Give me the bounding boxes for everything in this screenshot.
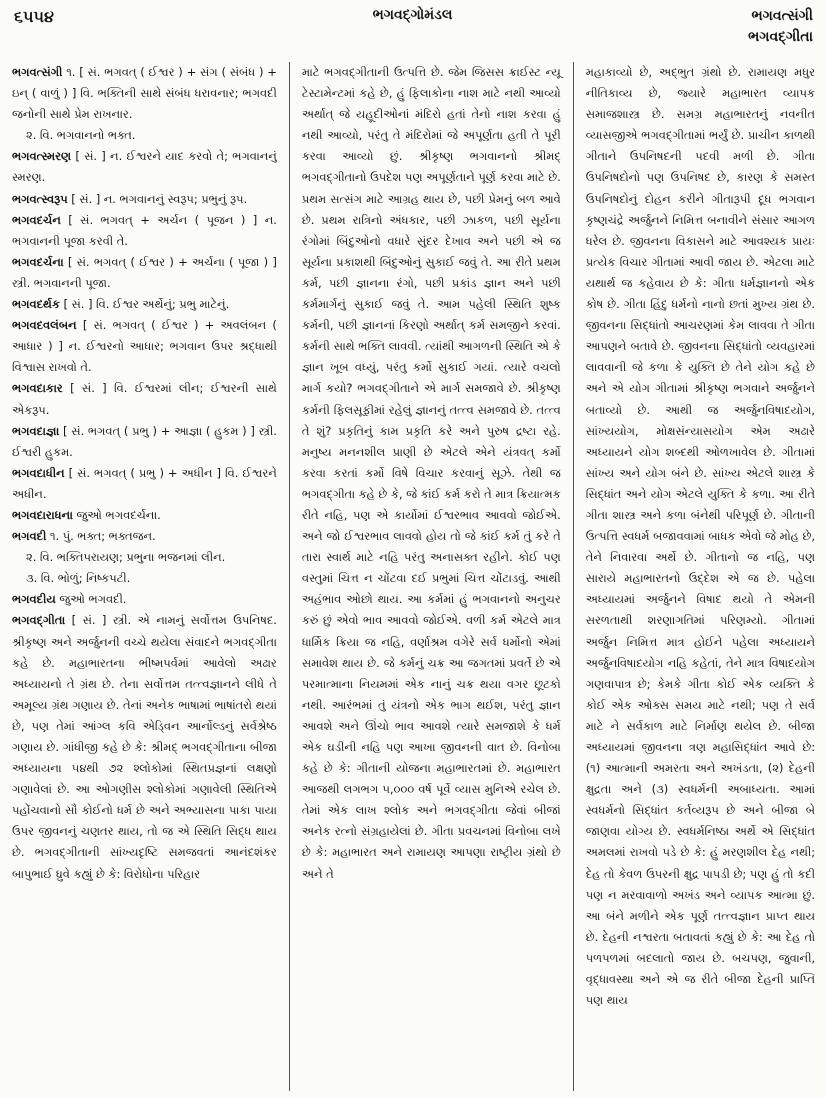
entry-definition: [ સં. ] સ્ત્રી. એ નામનું સર્વોત્તમ ઉપનિષદ. શ્રીકૃષ્ણ અને અર્જુનની વચ્ચે થયેલા સંવાદને ભગવદ્ગીતા કહે છે. મહાભારતના ભીષ્મપર્વમાં આવેલો અઢાર અધ્યાયનો તે ગ્રંથ છે. તેના સર્વોત્તમ તત્ત્વજ્ઞાનને લીધે તે અમૂલ્ય ગ્રંથ ગણાય છે. તેનાં અનેક ભાષામાં ભાષાંતરો થયાં છે, પણ તેમાં આંગ્લ કવિ એડ્વિન આર્નોલ્ડનું સર્વશ્રેષ્ઠ ગણાય છે. ગાંધીજી કહે છે કે: શ્રીમદ્ ભગવદ્ગીતાના બીજા અધ્યાયના ૫૪થી ૭૨ શ્લોકોમાં સ્થિતપ્રજ્ઞનાં લક્ષણો ગણાવેલાં છે. આ ઓગણીસ શ્લોકોમાં ગણાવેલી સ્થિતિએ પહોંચવાનો સૌ કોઈનો ધર્મ છે અને અભ્યાસના પાકા પાયા ઉપર જીવનનું ચણતર થાય, તો જ એ સ્થિતિ સિદ્ધ થાય છે. ભગવદ્ગીતાની સાંખ્યદૃષ્ટિ સમજવતાં આનંદશંકર બાપુભાઈ ધ્રુવે કહ્યું છે કે: વિરોધોના પરિહાર	[12, 613, 277, 881]
entry-headword: ભગવત્સંગી	[12, 65, 63, 79]
dictionary-entry	[12, 62, 277, 125]
entry-definition: [ સં. ભગવત્ ( પ્રભુ ) + અધીન ] વિ. ઈશ્વરને અધીન.	[12, 465, 277, 501]
dictionary-entry	[12, 210, 277, 252]
dictionary-entry	[12, 189, 277, 210]
entry-definition: ૨. વિ. ભગવાનનો ભક્ત.	[26, 128, 136, 143]
guide-words	[748, 6, 813, 48]
entry-definition: [ સં. ] વિ. ઈશ્વર અર્થેનું; પ્રભુ માટેનું.	[59, 297, 230, 312]
dictionary-entry	[12, 610, 277, 884]
dictionary-entry	[12, 463, 277, 505]
column-2-text: માટે ભગવદ્ગીતાની ઉત્પત્તિ છે. જેમ જિસસ ક્રાઈસ્ટ ન્યૂ ટેસ્ટામેન્ટમાં કહે છે, હું ફિલાકોના નાશ માટે નથી આવ્યો અર્થાત્ જે યહૂદીઓનાં મંદિરો હતાં તેનો નાશ કરવા હું નથી આવ્યો, પરંતુ તે મંદિરોમાં જે અપૂર્ણતા હતી તે પૂરી કરવા આવ્યો છું. શ્રીકૃષ્ણ ભગવાનનો શ્રીમદ્ ભગવદ્ગીતાનો ઉપદેશ પણ અપૂર્ણતાને પૂર્ણ કરવા માટે છે. પ્રથમ સત્સંગ માટે આગ્રહ થાય છે, પછી પ્રેમનું બળ આવે છે. પ્રથમ રાત્રિનો અંધકાર, પછી ઝાકળ, પછી સૂર્યના રંગોમાં બિંદુઓનો વધારે સુંદર દેખાવ અને પછી એ જ સૂર્યના પ્રકાશથી બિંદુઓનું સુકાઈ જવું તે. આ રીતે પ્રથમ કર્મ, પછી જ્ઞાનના રંગો, પછી પ્રકાંડ જ્ઞાન અને પછી કર્મમાર્ગનું સુકાઈ જવું તે. આમ પહેલી સ્થિતિ શુષ્ક કર્મની, પછી જ્ઞાનનાં કિરણો અર્થાત્ કર્મ સમજીને કરવાં. કર્મની સાથે ભક્તિ લાવવી. ત્યાંથી આગળની સ્થિતિ એ કે જ્ઞાન ખૂબ વધ્યું, પરંતુ કર્મો સુકાઈ ગયાં. ત્યારે વચલો માર્ગ કયો? ભગવદ્ગીતાને એ માર્ગ સમજાવે છે. શ્રીકૃષ્ણ કર્મની ફિલસૂફીમાં રહેલું જ્ઞાનનું તત્ત્વ સમજાવે છે. તત્ત્વ તે શું? પ્રકૃતિનું કામ પ્રકૃતિ કરે અને પુરુષ દ્રષ્ટા રહે. મનુષ્ય મનનશીલ પ્રાણી છે એટલે એને યંત્રવત્ કર્મો કરવા કરતાં કર્મો વિષે વિચાર કરવાનું સૂઝે. તેથી જ ભગવદ્ગીતા કહે છે કે, જે કાંઈ કર્મ કરો તે માત્ર ક્રિયાત્મક રીતે નહિ, પણ એ કાર્યોમાં ઈશ્વરભાવ આવવો જોઈએ. અને જો ઈશ્વરભાવ લાવવો હોય તો જે કાંઈ કર્મ તું કરે તે તારા સ્વાર્થ માટે નહિ પરંતુ અનાસક્ત રહીને. કોઈ પણ વસ્તુમાં ચિત્ત ન ચોંટવા દઈ પ્રભુમાં ચિત્ત ચોંટાડવું. આથી અહંભાવ ઓછો થાય. આ કર્મમાં હું ભગવાનનો અનુચર કરું છું એવો ભાવ આવવો જોઈએ. વળી કર્મ એટલે માત્ર ધાર્મિક ક્રિયા જ નહિ, વર્ણાશ્રમ વગેરે સર્વ ધર્મોનો એમાં સમાવેશ થાય છે. જે કર્મનું ચક્ર આ જગતમાં પ્રવર્તે છે એ પરમાત્માના નિયમમાં એક નાનું ચક્ર થયા વગર છૂટકો નથી. આરંભમાં તું યંત્રનો એક ભાગ થઈશ, પરંતુ જ્ઞાન આવશે અને ઊંચો ભાવ આવશે ત્યારે સમજાશે કે ધર્મ એક ઘડીની નહિ પણ આખા જીવનની વાત છે. વિનોબા કહે છે કે: ગીતાની યોજના મહાભારતમાં છે. મહાભારત આજથી લગભગ ૫,૦૦૦ વર્ષ પૂર્વે વ્યાસ મુનિએ રચેલ છે. તેમાં એક લાખ શ્લોક અને ભગવદ્ગીતા જેવાં બીજાં અનેક રત્નો સંગ્રહાયેલાં છે. ગીતા પ્રવચનમાં વિનોબા લખે છે કે: મહાભારત અને રામાયણ આપણા રાષ્ટ્રીય ગ્રંથો છે અને તે	[301, 65, 561, 881]
dictionary-entry	[12, 378, 277, 420]
entry-definition: ૧. [ સં. ભગવત્ ( ઈશ્વર ) + સંગ ( સંબંધ ) + ઇન્ ( વાળું ) ] વિ. ભક્તિની સાથે સંબંધ ધરાવનાર; ભગવદી જનોની સાથે પ્રેમ રાખનાર.	[12, 65, 277, 122]
text-columns	[12, 62, 815, 1091]
dictionary-entry	[12, 294, 277, 315]
entry-definition: જુઓ ભગવદર્ચના.	[72, 507, 161, 522]
dictionary-entry	[12, 421, 277, 463]
dictionary-title: ભગવદ્ગોમંડલ	[372, 7, 453, 23]
page-header	[0, 0, 825, 60]
dictionary-entry	[12, 315, 277, 378]
entry-headword: ભગવદી	[12, 529, 47, 544]
dictionary-entry	[12, 589, 277, 610]
entry-definition: [ સં. ભગવત્ ( ઈશ્વર ) + અર્ચના ( પૂજા ) ] સ્ત્રી. ભગવાનની પૂજા.	[12, 254, 277, 290]
column-3-text: મહાકાવ્યો છે, અદ્ભુત ગ્રંથો છે. રામાયણ મધુર નીતિકાવ્ય છે, જ્યારે મહાભારત વ્યાપક સમાજશાસ્ત્ર છે. સમગ્ર મહાભારતનું નવનીત વ્યાસજીએ ભગવદ્ગીતામાં ભર્યું છે. પ્રાચીન કાળથી ગીતાને ઉપનિષદની પદવી મળી છે. ગીતા ઉપનિષદોનો પણ ઉપનિષદ છે, કારણ કે સમસ્ત ઉપનિષદોનું દોહન કરીને ગીતારૂપી દૂધ ભગવાન કૃષ્ણચંદ્રે અર્જુનને નિમિત્ત બનાવીને સંસાર આગળ ધરેલ છે. જીવનના વિકાસને માટે આવશ્યક પ્રાયઃ પ્રત્યેક વિચાર ગીતામાં આવી જાય છે. એટલા માટે યથાર્થ જ કહેવાય છે કે: ગીતા ધર્મજ્ઞાનનો એક કોષ છે. ગીતા હિંદુ ધર્મનો નાનો છતાં મુખ્ય ગ્રંથ છે. જીવનના સિદ્ધાંતો આચરણમાં કેમ લાવવા તે ગીતા આપણને બતાવે છે. જીવનના સિદ્ધાંતો વ્યવહારમાં લાવવાની જે કળા કે યુક્તિ છે તેને યોગ કહે છે અને એ યોગ ગીતામાં શ્રીકૃષ્ણ ભગવાને અર્જુનને બતાવ્યો છે. આથી જ અર્જુનવિષાદયોગ, સાંખ્યયોગ, મોક્ષસંન્યાસયોગ એમ અઢારે અધ્યાયને યોગ શબ્દથી ઓળખાવેલ છે. ગીતામાં સાંખ્ય અને યોગ બંને છે. સાંખ્ય એટલે શાસ્ત્ર કે સિદ્ધાંત અને યોગ એટલે યુક્તિ કે કળા. આ રીતે ગીતા શાસ્ત્ર અને કળા બંનેથી પરિપૂર્ણ છે. ગીતાની ઉત્પત્તિ સ્વધર્મ બજાવવામાં બાધક એવો જે મોહ છે, તેને નિવારવા અર્થે છે. ગીતાનો જ નહિ, પણ સારાયે મહાભારતનો ઉદ્દેશ એ જ છે. પહેલા અધ્યાયમાં અર્જુનને વિષાદ થયો તે એમની સરળતાથી શરણાગતિમાં પરિણમ્યો. ગીતામાં અર્જુન નિમિત્ત માત્ર હોઈને પહેલા અધ્યાયને અર્જુનવિષાદયોગ નહિ કહેતાં, તેને માત્ર વિષાદયોગ ગણવાપાત્ર છે; કેમકે ગીતા કોઈ એક વ્યક્તિ કે કોઈ એક ઓક્સ સમય માટે નથી; પણ તે સર્વ માટે ને સર્વકાળ માટે નિર્માણ થયેલ છે. બીજા અધ્યાયમાં જીવનના ત્રણ મહાસિદ્ધાંત આવે છે: (૧) આત્માની અમરતા અને અખંડતા, (૨) દેહની ક્ષુદ્રતા અને (૩) સ્વધર્મની અબાધ્યતા. આમાં સ્વધર્મનો સિદ્ધાંત કર્તવ્યરૂપ છે અને બીજા બે જાણવા યોગ્ય છે. સ્વધર્મનિષ્ઠા અર્થે એ સિદ્ધાંત અમલમાં રાખવો પડે છે કે: હું મરણશીલ દેહ નથી; દેહ તો કેવળ ઉપરની ક્ષુદ્ર પાપડી છે; પણ હું તો કદી પણ ન મરવાવાળો અખંડ અને વ્યાપક આત્મા છું. આ બંને મળીને એક પૂર્ણ તત્ત્વજ્ઞાન પ્રાપ્ત થાય છે. દેહની નશ્વરતા બતાવતાં કહ્યું છે કે: આ દેહ તો પળપળમાં બદલાતો જાય છે. બચપણ, જુવાની, વૃદ્ધાવસ્થા અને એ જ રીતે બીજા દેહની પ્રાપ્તિ પણ થાય	[585, 65, 815, 1008]
guide-word-first: ભગવત્સંગી	[751, 8, 813, 24]
entry-headword: ભગવત્સ્વરૂપ	[12, 191, 68, 206]
entry-headword: ભગવદર્ચન	[12, 212, 61, 227]
entry-headword: ભગવદાધીન	[12, 465, 65, 480]
entry-definition: [ સં. ] ન. ઈશ્વરને યાદ કરવો તે; ભગવાનનું સ્મરણ.	[12, 149, 277, 185]
dictionary-entry	[12, 568, 277, 589]
entry-headword: ભગવદાકાર	[12, 381, 63, 396]
entry-headword: ભગવદ્ગીતા	[12, 613, 66, 628]
entry-headword: ભગવત્સ્મરણ	[12, 149, 72, 164]
dictionary-entry	[12, 146, 277, 188]
entry-headword: ભગવદર્થક	[12, 297, 60, 312]
column-2	[289, 62, 574, 1091]
entry-definition: [ સં. ભગવત્ + અર્ચન ( પૂજન ) ] ન. ભગવાનની પૂજા કરવી તે.	[12, 212, 277, 248]
guide-word-last: ભગવદ્ગીતા	[748, 29, 813, 45]
page-number: ૬૫૫૪	[14, 7, 54, 26]
entry-definition: [ સં. ભગવત્ ( ઈશ્વર ) + અવલંબન ( આધાર ) ] ન. ઈશ્વરનો આધાર; ભગવાન ઉપર શ્રદ્ધાથી વિશ્વાસ રાખવો તે.	[12, 318, 277, 375]
entry-definition: [ સં. ] ન. ભગવાનનું સ્વરૂપ; પ્રભુનું રૂપ.	[67, 191, 248, 206]
entry-headword: ભગવદાજ્ઞા	[12, 423, 60, 438]
entry-headword: ભગવદારાધના	[12, 507, 73, 522]
entry-definition: [ સં. ] વિ. ઈશ્વરમાં લીન; ઈશ્વરની સાથે એકરૂપ.	[12, 381, 277, 417]
entry-definition: ૨. વિ. ભક્તિપરાયણ; પ્રભુના ભજનમાં લીન.	[26, 550, 226, 565]
dictionary-entry	[12, 526, 277, 547]
entry-definition: જુઓ ભગવદી.	[55, 592, 127, 607]
entry-headword: ભગવદર્ચના	[12, 254, 64, 269]
dictionary-entry	[12, 252, 277, 294]
dictionary-entry	[12, 125, 277, 146]
dictionary-entry	[12, 547, 277, 568]
dictionary-entry	[12, 505, 277, 526]
entry-headword: ભગવદવલંબન	[12, 318, 77, 333]
column-1	[12, 62, 289, 1091]
entry-definition: ૧. પું. ભક્ત; ભક્તજન.	[46, 529, 156, 544]
entry-headword: ભગવદીય	[12, 592, 56, 607]
entry-definition: ૩. વિ. ભોળું; નિષ્કપટી.	[26, 571, 131, 586]
column-3	[574, 62, 815, 1091]
entry-definition: [ સં. ભગવત્ ( પ્રભુ ) + આજ્ઞા ( હુકમ ) ] સ્ત્રી. ઈશ્વરી હુકમ.	[12, 423, 277, 459]
